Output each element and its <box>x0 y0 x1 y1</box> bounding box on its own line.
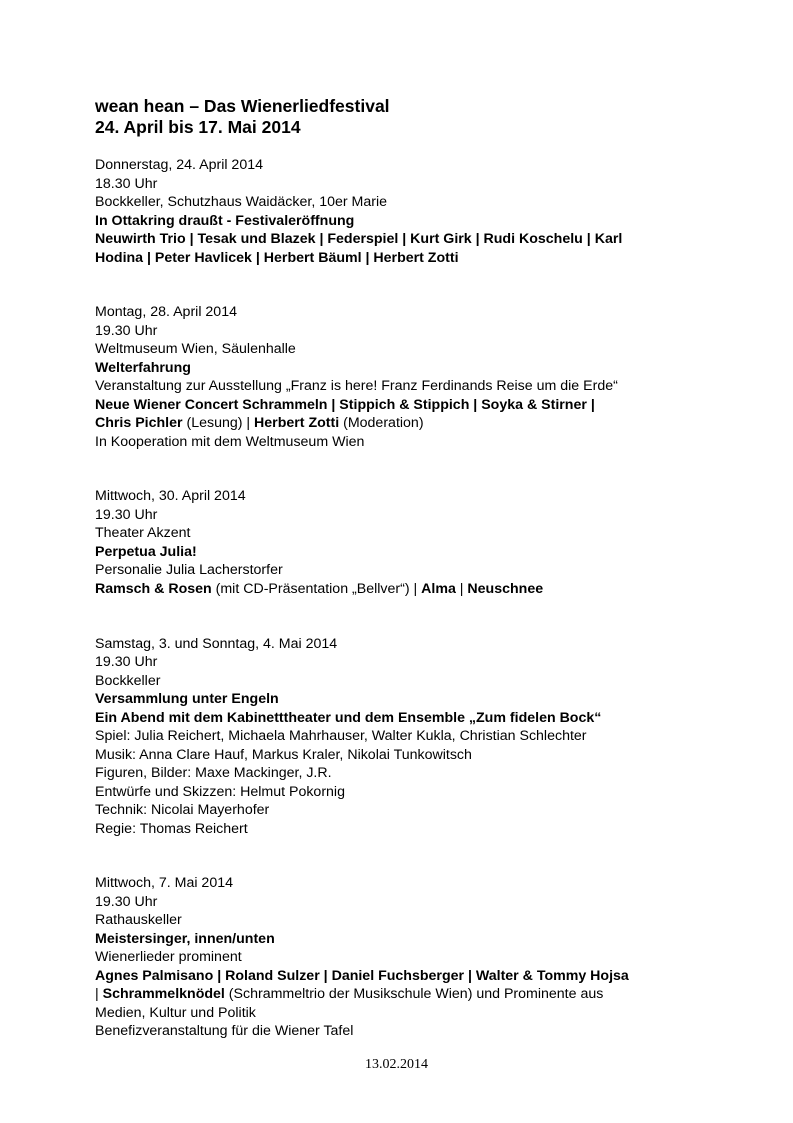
event-time: 19.30 Uhr <box>95 654 158 670</box>
artist-name: Schrammelknödel <box>102 986 225 1002</box>
festival-title-dates: 24. April bis 17. Mai 2014 <box>95 117 301 137</box>
event-artists: Neuwirth Trio | Tesak und Blazek | Federspiel | Kurt Girk | Rudi Koschelu | Karl <box>95 231 623 247</box>
event-artists <box>95 985 603 1004</box>
event-time: 19.30 Uhr <box>95 323 158 339</box>
event-artists: Medien, Kultur und Politik <box>95 1005 256 1021</box>
event-artists <box>95 580 543 599</box>
event-time: 18.30 Uhr <box>95 176 158 192</box>
artist-name: Chris Pichler <box>95 415 183 431</box>
event-artists <box>95 414 424 433</box>
event-credit: Technik: Nicolai Mayerhofer <box>95 802 270 818</box>
separator: | <box>95 986 103 1002</box>
artist-name: Herbert Zotti <box>254 415 340 431</box>
event-artists: Neue Wiener Concert Schrammeln | Stippich & Stippich | Soyka & Stirner | <box>95 397 595 413</box>
event-date: Samstag, 3. und Sonntag, 4. Mai 2014 <box>95 636 338 652</box>
footer-date: 13.02.2014 <box>365 1057 428 1072</box>
event-date: Donnerstag, 24. April 2014 <box>95 157 263 173</box>
event-name: Welterfahrung <box>95 360 191 376</box>
event-name: Perpetua Julia! <box>95 544 197 560</box>
event-description: Personalie Julia Lacherstorfer <box>95 562 283 578</box>
event-venue: Bockkeller, Schutzhaus Waidäcker, 10er Marie <box>95 194 388 210</box>
event-credit: Musik: Anna Clare Hauf, Markus Kraler, Nikolai Tunkowitsch <box>95 747 472 763</box>
event-date: Mittwoch, 30. April 2014 <box>95 488 246 504</box>
event-description: Veranstaltung zur Ausstellung „Franz is here! Franz Ferdinands Reise um die Erde“ <box>95 378 618 394</box>
event-venue: Rathauskeller <box>95 912 182 928</box>
event-time: 19.30 Uhr <box>95 507 158 523</box>
artist-name: Alma <box>421 581 456 597</box>
event-credit: Entwürfe und Skizzen: Helmut Pokornig <box>95 784 345 800</box>
event-date: Montag, 28. April 2014 <box>95 304 237 320</box>
event-note: Benefizveranstaltung für die Wiener Tafel <box>95 1023 354 1039</box>
festival-title <box>95 96 390 138</box>
event-venue: Theater Akzent <box>95 525 191 541</box>
event-subtitle: Ein Abend mit dem Kabinetttheater und dem Ensemble „Zum fidelen Bock“ <box>95 710 602 726</box>
event-note: In Kooperation mit dem Weltmuseum Wien <box>95 434 365 450</box>
artist-role: (Moderation) <box>339 415 424 431</box>
event-artists: Hodina | Peter Havlicek | Herbert Bäuml | Herbert Zotti <box>95 250 459 266</box>
festival-title-name: wean hean – Das Wienerliedfestival <box>95 96 390 116</box>
event-credit: Figuren, Bilder: Maxe Mackinger, J.R. <box>95 765 332 781</box>
event-name: In Ottakring draußt - Festivaleröffnung <box>95 213 355 229</box>
artist-note: (Schrammeltrio der Musikschule Wien) und Prominente aus <box>224 986 604 1002</box>
event-venue: Weltmuseum Wien, Säulenhalle <box>95 341 296 357</box>
separator: | <box>455 581 468 597</box>
event-venue: Bockkeller <box>95 673 161 689</box>
artist-name: Neuschnee <box>467 581 544 597</box>
artist-role: (Lesung) | <box>182 415 255 431</box>
event-time: 19.30 Uhr <box>95 894 158 910</box>
artist-note: (mit CD-Präsentation „Bellver“) | <box>211 581 422 597</box>
artist-name: Ramsch & Rosen <box>95 581 212 597</box>
event-artists: Agnes Palmisano | Roland Sulzer | Daniel Fuchsberger | Walter & Tommy Hojsa <box>95 968 629 984</box>
event-name: Versammlung unter Engeln <box>95 691 279 707</box>
event-credit: Spiel: Julia Reichert, Michaela Mahrhauser, Walter Kukla, Christian Schlechter <box>95 728 587 744</box>
event-date: Mittwoch, 7. Mai 2014 <box>95 875 233 891</box>
event-description: Wienerlieder prominent <box>95 949 242 965</box>
event-name: Meistersinger, innen/unten <box>95 931 275 947</box>
event-credit: Regie: Thomas Reichert <box>95 821 248 837</box>
